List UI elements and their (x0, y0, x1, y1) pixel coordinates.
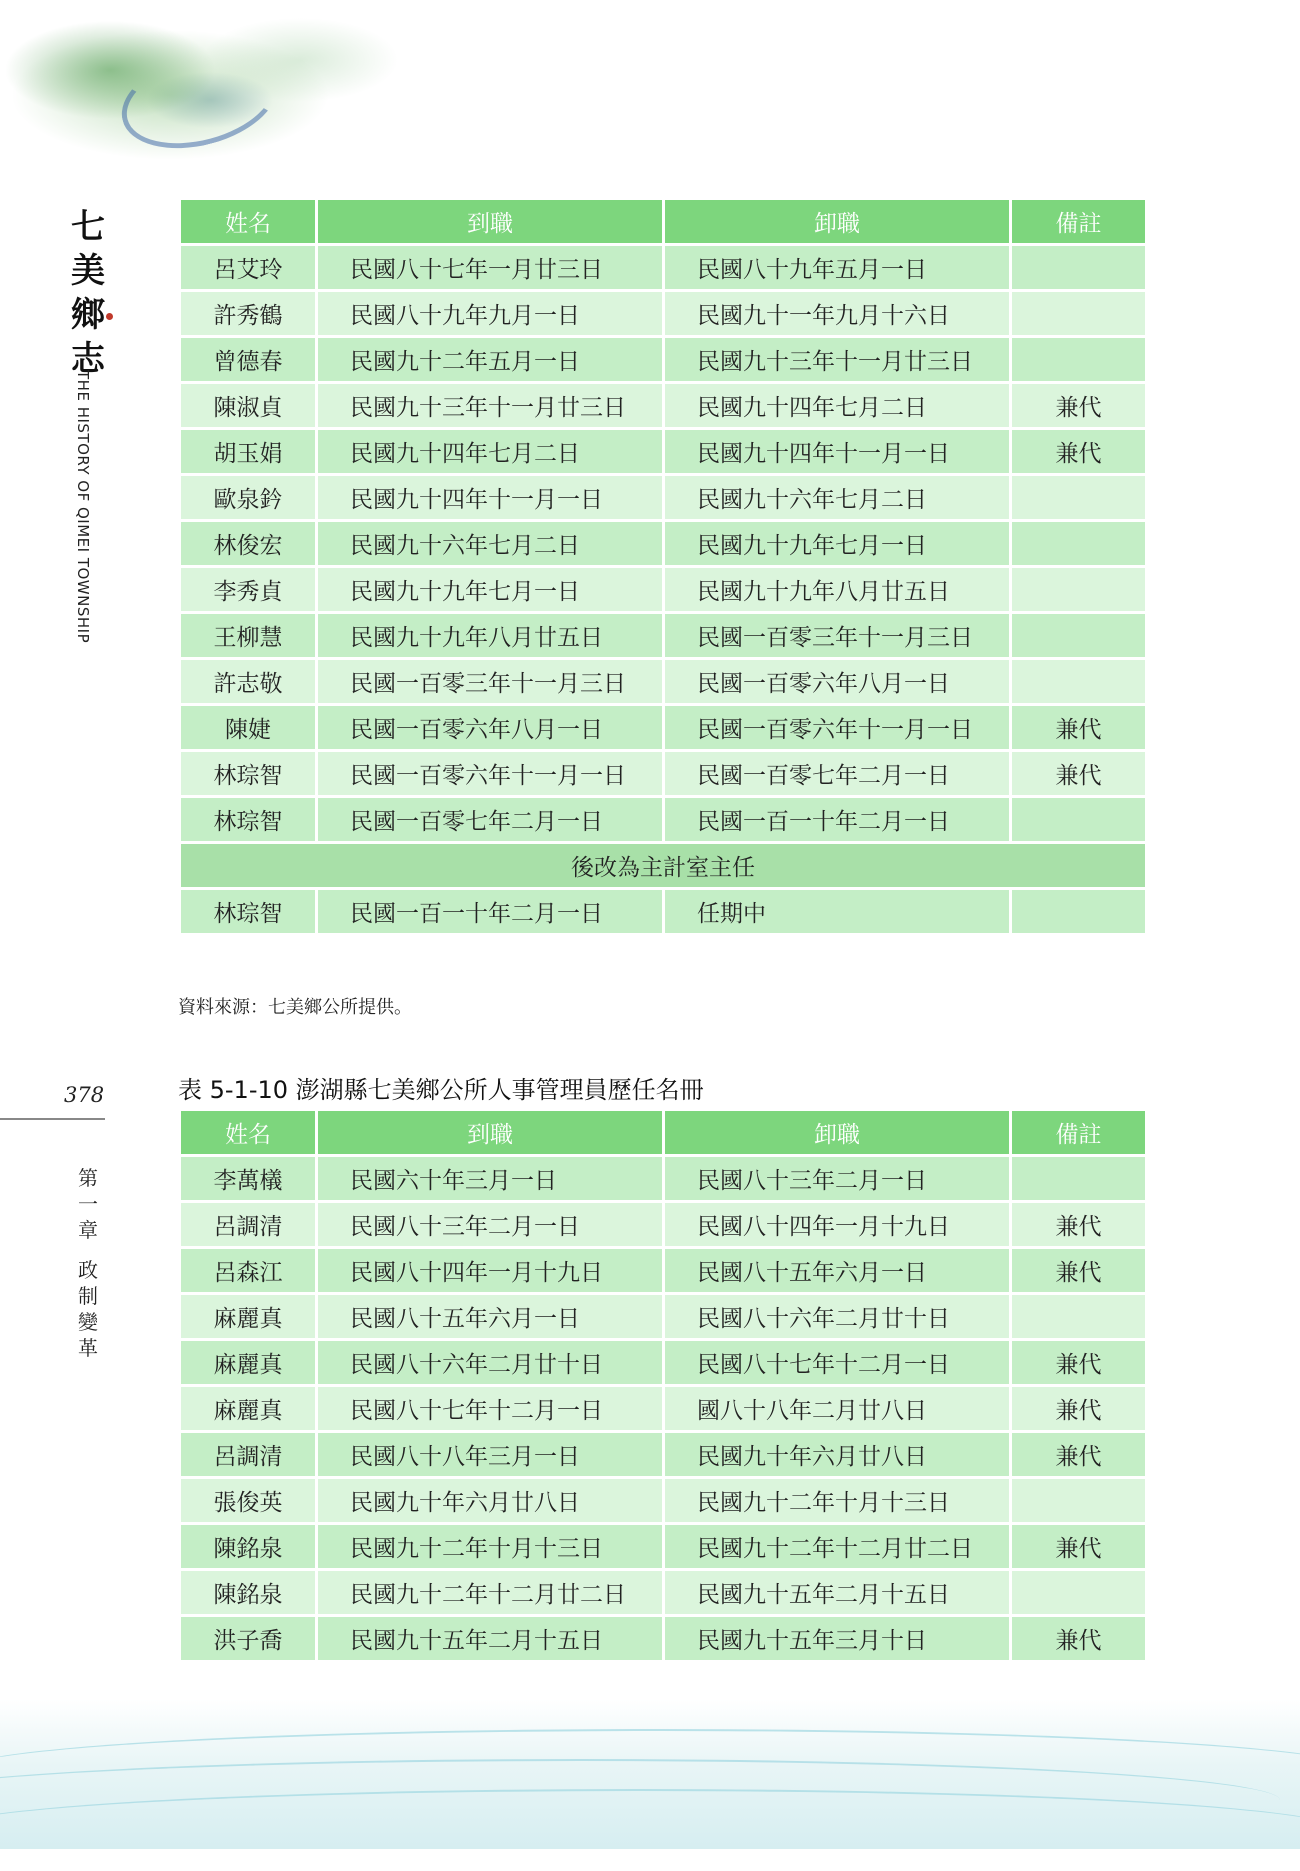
cell-name: 洪子喬 (181, 1617, 315, 1660)
table-row (181, 706, 1145, 749)
cell-start: 民國一百零六年十一月一日 (318, 752, 662, 795)
cell-end: 任期中 (665, 890, 1009, 933)
table-row (181, 1249, 1145, 1292)
cell-end: 民國九十一年九月十六日 (665, 292, 1009, 335)
cell-note: 兼代 (1012, 1617, 1145, 1660)
cell-start: 民國九十四年十一月一日 (318, 476, 662, 519)
cell-name: 陳銘泉 (181, 1525, 315, 1568)
cell-note (1012, 1157, 1145, 1200)
table-row (181, 246, 1145, 289)
table-caption: 表 5-1-10 澎湖縣七美鄉公所人事管理員歷任名冊 (178, 1076, 704, 1104)
cell-name: 陳淑貞 (181, 384, 315, 427)
cell-end: 民國一百零三年十一月三日 (665, 614, 1009, 657)
cell-end: 國八十八年二月廿八日 (665, 1387, 1009, 1430)
header-note: 備註 (1012, 1111, 1145, 1154)
cell-name: 歐泉鈐 (181, 476, 315, 519)
page-number-rule (0, 1118, 105, 1120)
cell-name: 許志敬 (181, 660, 315, 703)
cell-start: 民國八十三年二月一日 (318, 1203, 662, 1246)
book-title-char: 鄉 (71, 295, 105, 335)
book-title-char: 志 (71, 339, 105, 379)
cell-name: 麻麗真 (181, 1341, 315, 1384)
cell-name: 林琮智 (181, 752, 315, 795)
cell-note: 兼代 (1012, 752, 1145, 795)
header-name: 姓名 (181, 200, 315, 243)
cell-note: 兼代 (1012, 1387, 1145, 1430)
cell-start: 民國九十二年十月十三日 (318, 1525, 662, 1568)
cell-end: 民國八十九年五月一日 (665, 246, 1009, 289)
table-row (181, 660, 1145, 703)
cell-note (1012, 568, 1145, 611)
book-title-char: 美 (71, 251, 105, 291)
header-end: 卸職 (665, 200, 1009, 243)
cell-name: 麻麗真 (181, 1295, 315, 1338)
table-row (181, 1571, 1145, 1614)
cell-start: 民國六十年三月一日 (318, 1157, 662, 1200)
cell-note (1012, 1295, 1145, 1338)
cell-name: 曾德春 (181, 338, 315, 381)
table-row (181, 1525, 1145, 1568)
cell-start: 民國九十二年五月一日 (318, 338, 662, 381)
cell-name: 呂森江 (181, 1249, 315, 1292)
cell-name: 呂調清 (181, 1203, 315, 1246)
cell-end: 民國九十九年八月廿五日 (665, 568, 1009, 611)
cell-name: 林琮智 (181, 890, 315, 933)
cell-start: 民國九十九年八月廿五日 (318, 614, 662, 657)
red-seal-dot (106, 313, 113, 320)
book-title-char: 七 (71, 207, 105, 247)
table-row (181, 476, 1145, 519)
table-row (181, 1433, 1145, 1476)
table-row (181, 568, 1145, 611)
table-row (181, 292, 1145, 335)
cell-name: 林琮智 (181, 798, 315, 841)
header-start: 到職 (318, 1111, 662, 1154)
cell-start: 民國九十二年十二月廿二日 (318, 1571, 662, 1614)
chapter-char: 變 (78, 1310, 98, 1334)
cell-end: 民國九十五年三月十日 (665, 1617, 1009, 1660)
cell-note (1012, 890, 1145, 933)
cell-start: 民國九十四年七月二日 (318, 430, 662, 473)
cell-note (1012, 1571, 1145, 1614)
cell-end: 民國一百零六年十一月一日 (665, 706, 1009, 749)
cell-end: 民國八十六年二月廿十日 (665, 1295, 1009, 1338)
cell-note (1012, 338, 1145, 381)
book-title (68, 205, 108, 381)
cell-start: 民國一百零三年十一月三日 (318, 660, 662, 703)
cell-note (1012, 798, 1145, 841)
cell-note: 兼代 (1012, 1341, 1145, 1384)
cell-start: 民國八十七年十二月一日 (318, 1387, 662, 1430)
cell-name: 陳婕 (181, 706, 315, 749)
chapter-char: 章 (78, 1218, 98, 1242)
cell-note (1012, 660, 1145, 703)
cell-name: 陳銘泉 (181, 1571, 315, 1614)
cell-note: 兼代 (1012, 706, 1145, 749)
cell-end: 民國一百零七年二月一日 (665, 752, 1009, 795)
cell-note: 兼代 (1012, 1203, 1145, 1246)
cell-end: 民國一百一十年二月一日 (665, 798, 1009, 841)
cell-note (1012, 614, 1145, 657)
chapter-char: 政 (78, 1258, 98, 1282)
cell-note: 兼代 (1012, 1525, 1145, 1568)
cell-note (1012, 246, 1145, 289)
cell-name: 李秀貞 (181, 568, 315, 611)
cell-start: 民國一百零七年二月一日 (318, 798, 662, 841)
accountant-roster-table (178, 197, 1148, 936)
cell-start: 民國九十年六月廿八日 (318, 1479, 662, 1522)
wave-decoration (0, 1699, 1300, 1849)
chapter-char: 一 (78, 1192, 98, 1216)
table-row (181, 1341, 1145, 1384)
cell-start: 民國九十五年二月十五日 (318, 1617, 662, 1660)
cell-name: 胡玉娟 (181, 430, 315, 473)
cell-name: 李萬檥 (181, 1157, 315, 1200)
cell-start: 民國九十九年七月一日 (318, 568, 662, 611)
cell-end: 民國九十九年七月一日 (665, 522, 1009, 565)
cell-name: 呂調清 (181, 1433, 315, 1476)
table-row (181, 1157, 1145, 1200)
cell-start: 民國一百一十年二月一日 (318, 890, 662, 933)
cell-end: 民國八十七年十二月一日 (665, 1341, 1009, 1384)
banner-text: 後改為主計室主任 (181, 844, 1145, 887)
chapter-char: 第 (78, 1166, 98, 1190)
table-row (181, 1479, 1145, 1522)
table-row (181, 1617, 1145, 1660)
cell-end: 民國九十三年十一月廿三日 (665, 338, 1009, 381)
cell-note (1012, 292, 1145, 335)
table-row (181, 522, 1145, 565)
cell-start: 民國九十六年七月二日 (318, 522, 662, 565)
cell-end: 民國一百零六年八月一日 (665, 660, 1009, 703)
chapter-char: 制 (78, 1284, 98, 1308)
cell-start: 民國八十九年九月一日 (318, 292, 662, 335)
cell-note: 兼代 (1012, 384, 1145, 427)
cell-start: 民國八十五年六月一日 (318, 1295, 662, 1338)
cell-end: 民國九十四年七月二日 (665, 384, 1009, 427)
cell-end: 民國九十二年十月十三日 (665, 1479, 1009, 1522)
table-row (181, 890, 1145, 933)
table-banner-row (181, 844, 1145, 887)
page-number: 378 (64, 1083, 105, 1107)
cell-end: 民國九十二年十二月廿二日 (665, 1525, 1009, 1568)
wave-line (0, 1789, 1300, 1871)
table-row (181, 1295, 1145, 1338)
cell-note (1012, 522, 1145, 565)
cell-start: 民國八十七年一月廿三日 (318, 246, 662, 289)
cell-note: 兼代 (1012, 1249, 1145, 1292)
header-note: 備註 (1012, 200, 1145, 243)
cell-start: 民國八十八年三月一日 (318, 1433, 662, 1476)
header-start: 到職 (318, 200, 662, 243)
header-name: 姓名 (181, 1111, 315, 1154)
table-row (181, 384, 1145, 427)
cell-end: 民國八十四年一月十九日 (665, 1203, 1009, 1246)
cell-start: 民國九十三年十一月廿三日 (318, 384, 662, 427)
chapter-label (76, 1165, 100, 1361)
book-english-title: THE HISTORY OF QIMEI TOWNSHIP (74, 370, 92, 644)
cell-note (1012, 476, 1145, 519)
cell-end: 民國九十五年二月十五日 (665, 1571, 1009, 1614)
cell-start: 民國八十四年一月十九日 (318, 1249, 662, 1292)
table-row (181, 338, 1145, 381)
cell-name: 林俊宏 (181, 522, 315, 565)
table-row (181, 1203, 1145, 1246)
cell-note: 兼代 (1012, 1433, 1145, 1476)
table-header-row (181, 1111, 1145, 1154)
cell-name: 呂艾玲 (181, 246, 315, 289)
table-row (181, 798, 1145, 841)
chapter-char: 革 (78, 1336, 98, 1360)
table-header-row (181, 200, 1145, 243)
source-note: 資料來源：七美鄉公所提供。 (178, 997, 412, 1018)
cell-end: 民國九十六年七月二日 (665, 476, 1009, 519)
personnel-roster-table (178, 1108, 1148, 1663)
cell-name: 麻麗真 (181, 1387, 315, 1430)
cell-start: 民國八十六年二月廿十日 (318, 1341, 662, 1384)
cell-name: 張俊英 (181, 1479, 315, 1522)
cell-end: 民國八十三年二月一日 (665, 1157, 1009, 1200)
cell-end: 民國九十四年十一月一日 (665, 430, 1009, 473)
table-row (181, 752, 1145, 795)
header-end: 卸職 (665, 1111, 1009, 1154)
cell-note: 兼代 (1012, 430, 1145, 473)
cell-note (1012, 1479, 1145, 1522)
table-row (181, 1387, 1145, 1430)
cell-name: 王柳慧 (181, 614, 315, 657)
table-row (181, 430, 1145, 473)
cell-end: 民國九十年六月廿八日 (665, 1433, 1009, 1476)
table-row (181, 614, 1145, 657)
cell-start: 民國一百零六年八月一日 (318, 706, 662, 749)
cell-end: 民國八十五年六月一日 (665, 1249, 1009, 1292)
cell-name: 許秀鶴 (181, 292, 315, 335)
